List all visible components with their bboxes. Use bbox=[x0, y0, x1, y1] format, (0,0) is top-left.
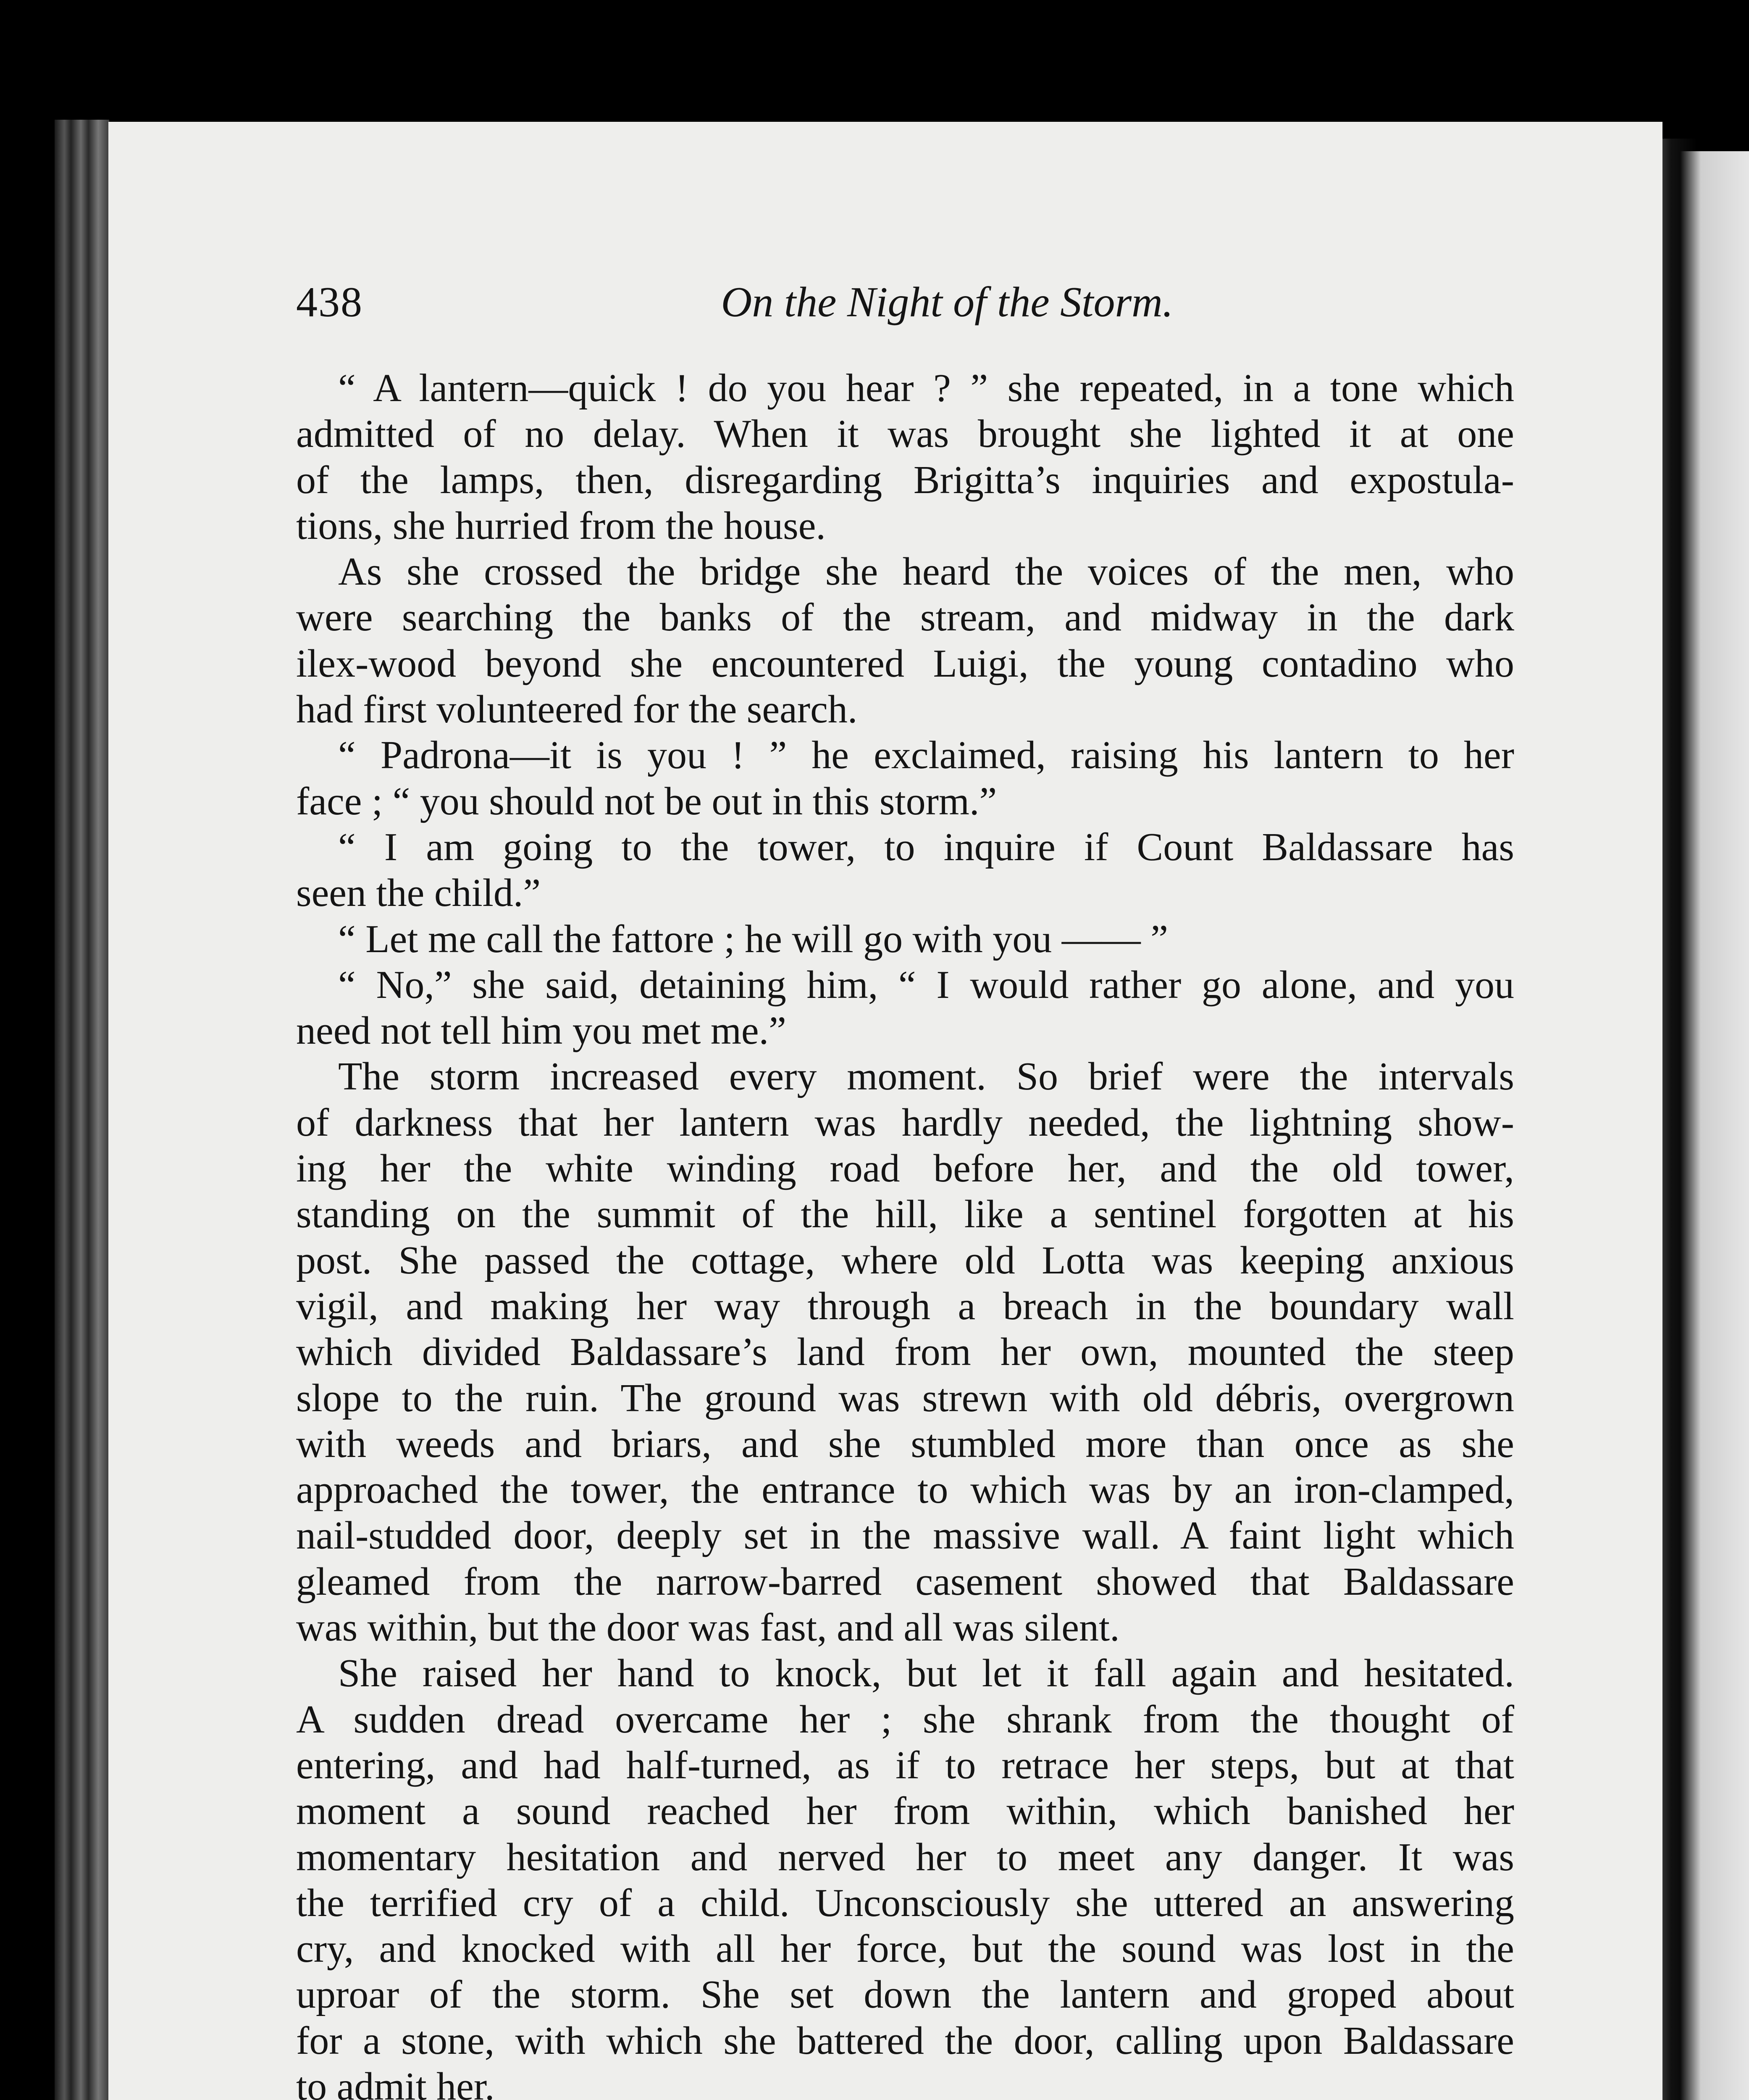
running-head: On the Night of the Storm. bbox=[721, 278, 1174, 326]
body-text bbox=[296, 365, 1514, 2100]
text-line: “ I am going to the tower, to inquire if Count Baldassare has bbox=[338, 825, 1514, 869]
text-line: had first volunteered for the search. bbox=[296, 688, 858, 732]
text-line: “ A lantern—quick ! do you hear ? ” she repeated, in a tone which bbox=[338, 366, 1514, 410]
page-number: 438 bbox=[296, 278, 363, 326]
book-spine bbox=[55, 120, 109, 2100]
text-line: “ Let me call the fattore ; he will go with you —— ” bbox=[338, 917, 1169, 961]
text-line: ing her the white winding road before her, and the old tower, bbox=[296, 1147, 1514, 1191]
text-line: for a stone, with which she battered the door, calling upon Baldassare bbox=[296, 2019, 1514, 2063]
text-line: were searching the banks of the stream, and midway in the dark bbox=[296, 596, 1514, 640]
text-line: post. She passed the cottage, where old Lotta was keeping anxious bbox=[296, 1238, 1514, 1282]
text-line: standing on the summit of the hill, like a sentinel forgotten at his bbox=[296, 1192, 1514, 1236]
paragraph bbox=[296, 549, 1514, 732]
text-line: of the lamps, then, disregarding Brigitta’s inquiries and expostula- bbox=[296, 458, 1514, 502]
text-line: cry, and knocked with all her force, but the sound was lost in the bbox=[296, 1927, 1514, 1971]
text-line: The storm increased every moment. So brief were the intervals bbox=[338, 1055, 1514, 1099]
text-line: “ Padrona—it is you ! ” he exclaimed, raising his lantern to her bbox=[338, 733, 1514, 777]
text-line: the terrified cry of a child. Unconsciously she uttered an answering bbox=[296, 1881, 1514, 1925]
text-line: “ No,” she said, detaining him, “ I would rather go alone, and you bbox=[338, 963, 1514, 1007]
text-line: A sudden dread overcame her ; she shrank from the thought of bbox=[296, 1697, 1514, 1741]
text-line: vigil, and making her way through a breach in the boundary wall bbox=[296, 1284, 1514, 1328]
text-line: to admit her. bbox=[296, 2064, 495, 2100]
facing-page-edge bbox=[1680, 151, 1749, 2100]
paragraph bbox=[296, 365, 1514, 549]
text-line: was within, but the door was fast, and all was silent. bbox=[296, 1606, 1120, 1650]
text-line: entering, and had half-turned, as if to retrace her steps, but at that bbox=[296, 1743, 1514, 1787]
text-line: uproar of the storm. She set down the lantern and groped about bbox=[296, 1973, 1514, 2017]
text-line: momentary hesitation and nerved her to meet any danger. It was bbox=[296, 1835, 1514, 1879]
text-line: approached the tower, the entrance to which was by an iron-clamped, bbox=[296, 1468, 1514, 1512]
paragraph bbox=[296, 962, 1514, 1054]
text-line: need not tell him you met me.” bbox=[296, 1009, 786, 1053]
text-line: She raised her hand to knock, but let it fall again and hesitated. bbox=[338, 1651, 1514, 1696]
page-header bbox=[296, 271, 1598, 334]
text-line: of darkness that her lantern was hardly needed, the lightning show- bbox=[296, 1100, 1514, 1144]
text-line: face ; “ you should not be out in this storm.” bbox=[296, 779, 997, 823]
text-line: tions, she hurried from the house. bbox=[296, 504, 826, 548]
text-line: gleamed from the narrow-barred casement showed that Baldassare bbox=[296, 1559, 1514, 1604]
text-line: which divided Baldassare’s land from her own, mounted the steep bbox=[296, 1330, 1514, 1374]
text-line: admitted of no delay. When it was brought she lighted it at one bbox=[296, 412, 1514, 456]
text-line: slope to the ruin. The ground was strewn with old débris, overgrown bbox=[296, 1376, 1514, 1420]
text-line: ilex-wood beyond she encountered Luigi, the young contadino who bbox=[296, 641, 1514, 685]
paragraph bbox=[296, 824, 1514, 916]
text-line: with weeds and briars, and she stumbled more than once as she bbox=[296, 1422, 1514, 1466]
text-line: nail-studded door, deeply set in the massive wall. A faint light which bbox=[296, 1514, 1514, 1558]
paragraph bbox=[296, 1054, 1514, 1651]
text-line: As she crossed the bridge she heard the voices of the men, who bbox=[338, 550, 1514, 594]
paragraph bbox=[296, 1651, 1514, 2100]
paragraph bbox=[296, 732, 1514, 824]
text-line: seen the child.” bbox=[296, 871, 541, 915]
text-line: moment a sound reached her from within, which banished her bbox=[296, 1789, 1514, 1833]
paragraph bbox=[296, 916, 1514, 962]
